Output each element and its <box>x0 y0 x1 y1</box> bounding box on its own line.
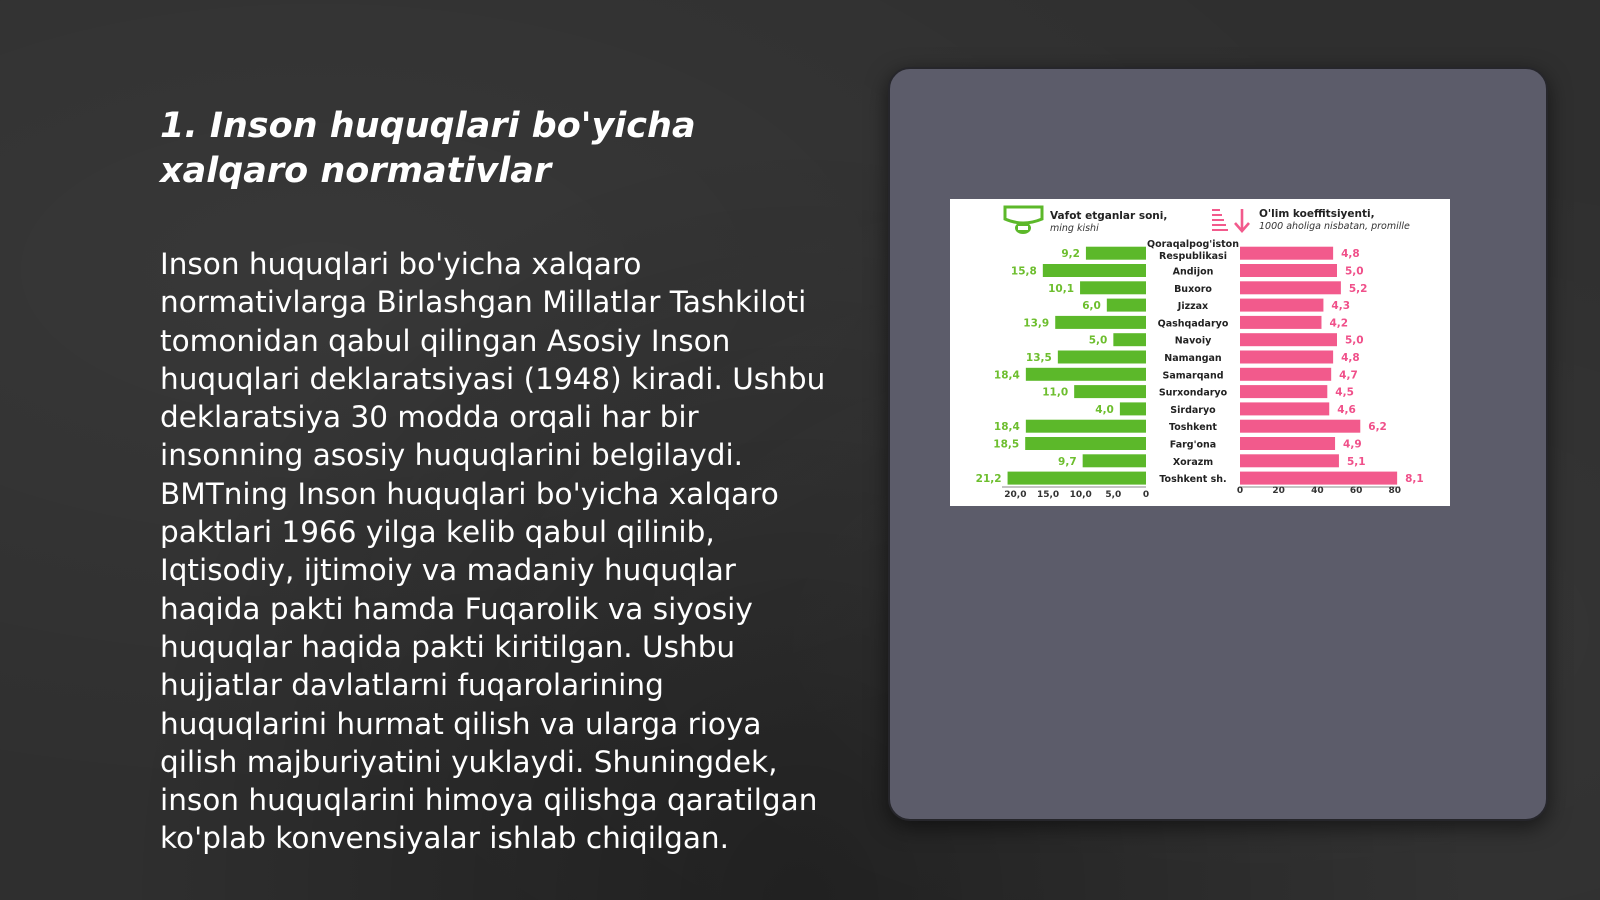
category-label-5: Navoiy <box>1174 335 1212 347</box>
left-bar-3 <box>1107 299 1146 312</box>
left-bar-10 <box>1026 420 1146 433</box>
right-value-label-1: 5,0 <box>1345 265 1364 278</box>
left-value-label-6: 13,5 <box>1025 352 1052 364</box>
left-bar-5 <box>1113 333 1146 346</box>
right-axis-tick-4: 80 <box>1388 486 1402 496</box>
category-label-12: Xorazm <box>1172 456 1214 468</box>
left-bar-11 <box>1025 437 1146 450</box>
right-axis-tick-1: 20 <box>1272 486 1285 496</box>
right-axis-tick-2: 40 <box>1311 486 1324 496</box>
right-value-label-13: 8,1 <box>1405 473 1424 486</box>
right-value-label-10: 6,2 <box>1368 421 1387 434</box>
legend-right-title: O'lim koeffitsiyenti, <box>1259 208 1375 220</box>
right-bar-0 <box>1240 247 1333 260</box>
left-bar-7 <box>1026 368 1146 381</box>
right-axis-tick-0: 0 <box>1236 486 1244 496</box>
left-bar-6 <box>1058 351 1146 364</box>
chart-svg <box>950 199 1450 506</box>
right-bar-5 <box>1240 333 1337 346</box>
left-axis-tick-1: 15,0 <box>1036 490 1060 500</box>
left-axis-tick-2: 10,0 <box>1069 490 1092 500</box>
left-axis-tick-0: 20,0 <box>1004 490 1027 500</box>
category-label-11: Farg'ona <box>1169 439 1217 451</box>
slide-body-text: Inson huquqlari bo'yicha xalqaro normativlarga Birlashgan Millatlar Tashkiloti tomonidan qabul qilingan Asosiy Inson huquqlari deklaratsiyasi (1948) kiradi. Ushbu deklaratsiya 30 modda orqali har bir insonning asosiy huquqlarini belgilaydi. BMTning Inson huquqlari bo'yicha xalqaro paktlari 1966 yilga kelib qabul qilinib, Iqtisodiy, ijtimoiy va madaniy huquqlar haqida pakti hamda Fuqarolik va siyosiy huquqlar haqida pakti kiritilgan. Ushbu hujjatlar davlatlarni fuqarolarining huquqlarini hurmat qilish va ularga rioya qilish majburiyatini yuklaydi. Shuningdek, inson huquqlarini himoya qilishga qaratilgan ko'plab konvensiyalar ishlab chiqilgan. <box>160 247 826 856</box>
right-bar-7 <box>1240 368 1331 381</box>
right-bar-2 <box>1240 281 1341 294</box>
left-value-label-9: 4,0 <box>1095 403 1114 416</box>
right-value-label-9: 4,6 <box>1337 403 1356 416</box>
right-value-label-0: 4,8 <box>1341 248 1360 261</box>
category-label-1: Andijon <box>1172 266 1214 278</box>
category-label-0-line-2: Respublikasi <box>1159 251 1227 263</box>
category-label-10: Toshkent <box>1169 422 1217 434</box>
left-bar-1 <box>1043 264 1146 277</box>
right-value-label-7: 4,7 <box>1339 369 1358 382</box>
left-value-label-12: 9,7 <box>1058 455 1077 468</box>
left-value-label-0: 9,2 <box>1061 248 1080 261</box>
right-value-label-2: 5,2 <box>1348 282 1368 295</box>
right-bar-6 <box>1240 351 1333 364</box>
right-bar-12 <box>1240 454 1339 467</box>
right-value-label-6: 4,8 <box>1341 352 1360 364</box>
right-bar-4 <box>1240 316 1321 329</box>
category-label-8: Surxondaryo <box>1158 387 1228 399</box>
left-value-label-2: 10,1 <box>1048 282 1075 295</box>
legend-left-unit: ming kishi <box>1050 223 1099 234</box>
left-bar-9 <box>1120 402 1146 415</box>
left-bar-13 <box>1008 472 1146 485</box>
category-label-13: Toshkent sh. <box>1159 474 1227 486</box>
left-bar-12 <box>1083 454 1146 467</box>
right-value-label-5: 5,0 <box>1345 334 1364 347</box>
left-bar-0 <box>1086 247 1146 260</box>
category-label-7: Samarqand <box>1162 370 1224 382</box>
left-value-label-13: 21,2 <box>975 473 1002 486</box>
legend-right-unit: 1000 aholiga nisbatan, promille <box>1259 221 1410 232</box>
left-value-label-7: 18,4 <box>993 369 1020 382</box>
category-label-2: Buxoro <box>1174 283 1212 295</box>
right-bar-10 <box>1240 420 1360 433</box>
right-bar-13 <box>1240 472 1397 485</box>
right-value-label-3: 4,3 <box>1331 300 1351 313</box>
category-label-3: Jizzax <box>1177 301 1209 313</box>
left-value-label-11: 18,5 <box>993 438 1020 451</box>
slide-title: 1. Inson huquqlari bo'yicha xalqaro normativlar <box>160 106 696 191</box>
right-value-label-12: 5,1 <box>1346 455 1366 468</box>
down-arrow-icon <box>1212 209 1249 231</box>
right-bar-3 <box>1240 299 1323 312</box>
category-label-9: Sirdaryo <box>1170 404 1216 416</box>
right-bar-1 <box>1240 264 1337 277</box>
legend-left-title: Vafot etganlar soni, <box>1050 210 1168 222</box>
left-axis-tick-4: 0 <box>1142 490 1150 500</box>
right-axis-tick-3: 60 <box>1349 486 1363 496</box>
category-label-4: Qashqadaryo <box>1157 318 1229 330</box>
left-bar-8 <box>1074 385 1146 398</box>
right-value-label-11: 4,9 <box>1343 438 1362 451</box>
right-value-label-4: 4,2 <box>1329 317 1349 330</box>
right-value-label-8: 4,5 <box>1335 386 1354 399</box>
left-value-label-5: 5,0 <box>1088 334 1108 347</box>
left-value-label-10: 18,4 <box>993 421 1020 434</box>
category-label-6: Namangan <box>1164 353 1222 364</box>
left-value-label-1: 15,8 <box>1010 265 1037 278</box>
left-axis-tick-3: 5,0 <box>1105 490 1122 500</box>
right-bar-9 <box>1240 402 1329 415</box>
left-value-label-3: 6,0 <box>1082 300 1101 313</box>
right-bar-11 <box>1240 437 1335 450</box>
right-bar-8 <box>1240 385 1327 398</box>
mortality-chart <box>950 199 1450 506</box>
left-bar-4 <box>1055 316 1146 329</box>
coffin-icon <box>1005 207 1042 234</box>
left-value-label-8: 11,0 <box>1042 386 1069 399</box>
left-value-label-4: 13,9 <box>1023 317 1050 330</box>
category-label-0-line-1: Qoraqalpog'iston <box>1147 239 1239 251</box>
left-bar-2 <box>1080 281 1146 294</box>
